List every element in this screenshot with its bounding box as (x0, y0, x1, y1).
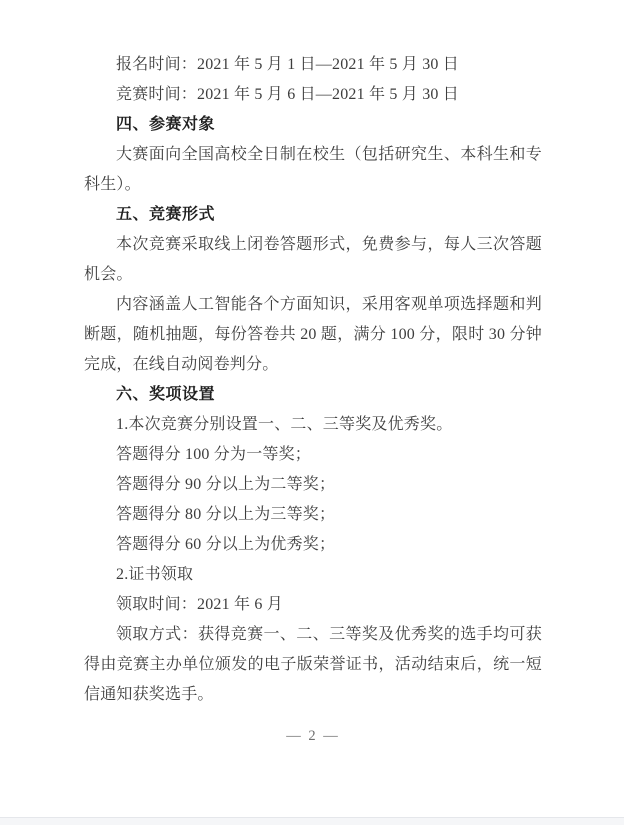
paragraph-award-second: 答题得分 90 分以上为二等奖； (116, 476, 336, 493)
section-heading-format: 五、竞赛形式 (116, 206, 216, 223)
paragraph-claim-time: 领取时间：2021 年 6 月 (116, 596, 284, 613)
document-body (84, 50, 542, 710)
section-heading-participants: 四、参赛对象 (116, 116, 216, 133)
paragraph-format-1: 本次竞赛采取线上闭卷答题形式，免费参与，每人三次答题机会。 (84, 236, 542, 283)
paragraph-awards-intro: 1.本次竞赛分别设置一、二、三等奖及优秀奖。 (116, 416, 453, 433)
paragraph-registration-time: 报名时间：2021 年 5 月 1 日—2021 年 5 月 30 日 (116, 56, 460, 73)
paragraph-format-2: 内容涵盖人工智能各个方面知识，采用客观单项选择题和判断题，随机抽题，每份答卷共 20 题，满分 100 分，限时 30 分钟完成，在线自动阅卷判分。 (84, 296, 542, 373)
section-heading-awards: 六、奖项设置 (116, 386, 216, 403)
paragraph-award-first: 答题得分 100 分为一等奖； (116, 446, 312, 463)
paragraph-award-excellence: 答题得分 60 分以上为优秀奖； (116, 536, 336, 553)
viewer-background-strip (0, 817, 624, 825)
paragraph-claim-method: 领取方式：获得竞赛一、二、三等奖及优秀奖的选手均可获得由竞赛主办单位颁发的电子版荣誉证书，活动结束后，统一短信通知获奖选手。 (84, 626, 542, 703)
paragraph-award-third: 答题得分 80 分以上为三等奖； (116, 506, 336, 523)
page-number: — 2 — (286, 728, 340, 744)
paragraph-competition-time: 竞赛时间：2021 年 5 月 6 日—2021 年 5 月 30 日 (116, 86, 460, 103)
paragraph-participants: 大赛面向全国高校全日制在校生（包括研究生、本科生和专科生）。 (84, 146, 542, 193)
paragraph-certificate: 2.证书领取 (116, 566, 194, 583)
